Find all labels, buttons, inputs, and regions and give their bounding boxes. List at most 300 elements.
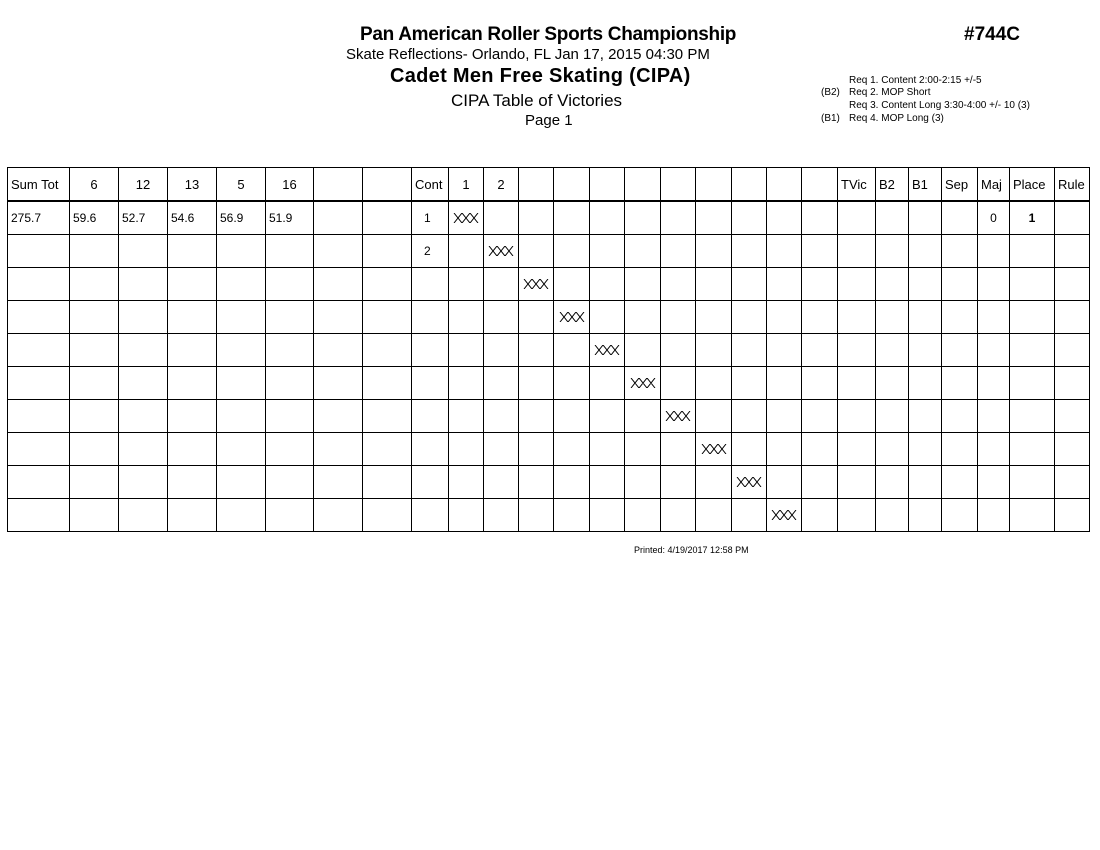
sep-cell — [942, 201, 978, 235]
b2-cell — [876, 433, 909, 466]
column-header: 2 — [484, 168, 519, 202]
judge-score-cell — [217, 499, 266, 532]
victory-cell — [484, 268, 519, 301]
sep-cell — [942, 301, 978, 334]
column-header: 16 — [266, 168, 314, 202]
judge-score-cell — [168, 367, 217, 400]
victory-cell — [732, 334, 767, 367]
victory-cell — [696, 499, 732, 532]
judge-score-cell — [314, 400, 363, 433]
victory-cell — [590, 499, 625, 532]
sum-total-cell — [8, 400, 70, 433]
column-header — [732, 168, 767, 202]
judge-score-cell — [363, 400, 412, 433]
victory-cell — [661, 268, 696, 301]
victory-cell — [802, 235, 838, 268]
maj-cell — [978, 367, 1010, 400]
place-cell — [1010, 466, 1055, 499]
rule-cell — [1055, 433, 1090, 466]
judge-score-cell — [119, 367, 168, 400]
judge-score-cell — [70, 466, 119, 499]
b1-cell — [909, 334, 942, 367]
tvic-cell — [838, 433, 876, 466]
victory-cell — [696, 301, 732, 334]
sep-cell — [942, 433, 978, 466]
sum-total-cell — [8, 433, 70, 466]
column-header — [314, 168, 363, 202]
printed-timestamp: Printed: 4/19/2017 12:58 PM — [634, 545, 749, 555]
victory-cell — [554, 400, 590, 433]
place-cell — [1010, 301, 1055, 334]
judge-score-cell — [314, 334, 363, 367]
judge-score-cell — [119, 301, 168, 334]
victory-cell — [484, 466, 519, 499]
place-cell — [1010, 499, 1055, 532]
column-header — [661, 168, 696, 202]
victory-cell — [696, 268, 732, 301]
sum-total-cell — [8, 334, 70, 367]
judge-score-cell — [217, 367, 266, 400]
b2-cell — [876, 466, 909, 499]
event-location-datetime: Skate Reflections- Orlando, FL Jan 17, 2015 04:30 PM — [346, 46, 710, 63]
judge-score-cell — [217, 268, 266, 301]
rule-cell — [1055, 367, 1090, 400]
b2-cell — [876, 235, 909, 268]
sep-cell — [942, 235, 978, 268]
judge-score-cell — [314, 235, 363, 268]
judge-score-cell — [266, 334, 314, 367]
judge-score-cell — [168, 499, 217, 532]
victory-cell — [590, 201, 625, 235]
rule-cell — [1055, 301, 1090, 334]
judge-score-cell — [217, 235, 266, 268]
judge-score-cell — [70, 334, 119, 367]
judge-score-cell — [266, 499, 314, 532]
victory-cell — [767, 268, 802, 301]
judge-score-cell — [119, 235, 168, 268]
contestant-cell — [412, 433, 449, 466]
victory-cell — [802, 367, 838, 400]
victory-cell — [554, 499, 590, 532]
column-header: Maj — [978, 168, 1010, 202]
column-header — [519, 168, 554, 202]
victory-cell — [484, 301, 519, 334]
judge-score-cell — [70, 268, 119, 301]
victory-cell — [449, 268, 484, 301]
victory-cell — [590, 334, 625, 367]
victory-cell — [554, 367, 590, 400]
maj-cell — [978, 466, 1010, 499]
sum-total-cell — [8, 235, 70, 268]
victory-cell — [449, 466, 484, 499]
contestant-cell — [412, 499, 449, 532]
judge-score-cell — [70, 367, 119, 400]
victory-cell — [590, 301, 625, 334]
b1-cell — [909, 301, 942, 334]
place-cell — [1010, 367, 1055, 400]
tvic-cell — [838, 334, 876, 367]
victory-cell — [625, 235, 661, 268]
judge-score-cell: 54.6 — [168, 201, 217, 235]
requirement-text: Req 1. Content 2:00-2:15 +/-5 — [849, 75, 982, 86]
judge-score-cell — [314, 433, 363, 466]
victory-cell — [767, 235, 802, 268]
table-row — [8, 466, 1090, 499]
place-cell — [1010, 433, 1055, 466]
victory-cell — [625, 201, 661, 235]
b1-cell — [909, 400, 942, 433]
victory-cell — [519, 235, 554, 268]
table-header-row — [8, 168, 1090, 202]
victory-cell — [661, 235, 696, 268]
victory-cell — [661, 201, 696, 235]
table-row — [8, 400, 1090, 433]
judge-score-cell — [266, 268, 314, 301]
judge-score-cell — [314, 367, 363, 400]
contestant-cell — [412, 268, 449, 301]
victory-cell — [802, 201, 838, 235]
place-cell — [1010, 268, 1055, 301]
tvic-cell — [838, 499, 876, 532]
rule-cell — [1055, 499, 1090, 532]
tvic-cell — [838, 367, 876, 400]
rule-cell — [1055, 334, 1090, 367]
victory-cell — [625, 466, 661, 499]
judge-score-cell — [363, 235, 412, 268]
judge-score-cell — [168, 400, 217, 433]
column-header: Sep — [942, 168, 978, 202]
victory-cell — [732, 433, 767, 466]
judge-score-cell — [70, 433, 119, 466]
victory-cell — [449, 334, 484, 367]
victory-cell — [802, 334, 838, 367]
victory-cell — [802, 301, 838, 334]
victory-cell — [625, 367, 661, 400]
table-name: CIPA Table of Victories — [451, 91, 623, 110]
victory-cell — [767, 334, 802, 367]
victory-cell — [696, 367, 732, 400]
judge-score-cell — [266, 367, 314, 400]
b2-cell — [876, 201, 909, 235]
sum-total-cell — [8, 301, 70, 334]
sep-cell — [942, 268, 978, 301]
tvic-cell — [838, 400, 876, 433]
judge-score-cell — [314, 301, 363, 334]
judge-score-cell — [168, 301, 217, 334]
judge-score-cell — [119, 268, 168, 301]
self-match-marker-icon — [453, 213, 479, 223]
victory-cell — [484, 235, 519, 268]
judge-score-cell: 56.9 — [217, 201, 266, 235]
victory-cell — [449, 499, 484, 532]
victory-cell — [519, 268, 554, 301]
victory-cell — [519, 499, 554, 532]
victory-cell — [449, 367, 484, 400]
table-row — [8, 235, 1090, 268]
victory-cell — [590, 433, 625, 466]
victory-cell — [661, 433, 696, 466]
judge-score-cell — [168, 433, 217, 466]
b1-cell — [909, 466, 942, 499]
contestant-cell: 1 — [412, 201, 449, 235]
judge-score-cell — [217, 334, 266, 367]
judge-score-cell — [314, 201, 363, 235]
judge-score-cell — [70, 400, 119, 433]
judge-score-cell — [363, 367, 412, 400]
contestant-cell: 2 — [412, 235, 449, 268]
victory-cell — [554, 433, 590, 466]
b1-cell — [909, 499, 942, 532]
judge-score-cell: 59.6 — [70, 201, 119, 235]
report-title: Pan American Roller Sports Championship — [360, 24, 737, 45]
place-cell — [1010, 235, 1055, 268]
contestant-cell — [412, 334, 449, 367]
judge-score-cell — [266, 400, 314, 433]
sep-cell — [942, 334, 978, 367]
contestant-cell — [412, 466, 449, 499]
maj-cell — [978, 433, 1010, 466]
b2-cell — [876, 334, 909, 367]
judge-score-cell — [363, 301, 412, 334]
b2-cell — [876, 499, 909, 532]
self-match-marker-icon — [559, 312, 585, 322]
victory-cell — [590, 466, 625, 499]
b2-cell — [876, 301, 909, 334]
requirement-badge: (B2) — [821, 87, 840, 98]
victory-cell — [590, 400, 625, 433]
victory-cell — [484, 334, 519, 367]
column-header — [696, 168, 732, 202]
sep-cell — [942, 400, 978, 433]
victory-cell — [732, 367, 767, 400]
table-row — [8, 367, 1090, 400]
contestant-cell — [412, 367, 449, 400]
judge-score-cell — [363, 433, 412, 466]
sep-cell — [942, 466, 978, 499]
judge-score-cell — [266, 235, 314, 268]
b1-cell — [909, 268, 942, 301]
victory-cell — [802, 466, 838, 499]
table-row — [8, 301, 1090, 334]
b1-cell — [909, 201, 942, 235]
victory-cell — [661, 334, 696, 367]
judge-score-cell — [119, 433, 168, 466]
self-match-marker-icon — [630, 378, 656, 388]
maj-cell — [978, 301, 1010, 334]
table-row — [8, 334, 1090, 367]
self-match-marker-icon — [736, 477, 762, 487]
victory-cell — [732, 268, 767, 301]
b2-cell — [876, 367, 909, 400]
victory-cell — [519, 466, 554, 499]
victory-cell — [802, 499, 838, 532]
column-header: 12 — [119, 168, 168, 202]
judge-score-cell: 51.9 — [266, 201, 314, 235]
requirement-badge: (B1) — [821, 113, 840, 124]
column-header — [625, 168, 661, 202]
victory-cell — [767, 433, 802, 466]
event-name: Cadet Men Free Skating (CIPA) — [390, 65, 691, 87]
victory-cell — [554, 466, 590, 499]
maj-cell: 0 — [978, 201, 1010, 235]
victory-cell — [554, 268, 590, 301]
rule-cell — [1055, 400, 1090, 433]
victory-cell — [449, 400, 484, 433]
rule-cell — [1055, 235, 1090, 268]
judge-score-cell — [314, 499, 363, 532]
victory-cell — [625, 433, 661, 466]
contestant-cell — [412, 301, 449, 334]
table-row — [8, 499, 1090, 532]
victory-cell — [519, 367, 554, 400]
self-match-marker-icon — [523, 279, 549, 289]
victory-cell — [732, 235, 767, 268]
tvic-cell — [838, 268, 876, 301]
judge-score-cell — [266, 301, 314, 334]
column-header: B2 — [876, 168, 909, 202]
victory-cell — [449, 433, 484, 466]
victory-cell — [625, 499, 661, 532]
column-header: Cont — [412, 168, 449, 202]
judge-score-cell — [363, 466, 412, 499]
judge-score-cell — [266, 466, 314, 499]
maj-cell — [978, 235, 1010, 268]
requirement-text: Req 3. Content Long 3:30-4:00 +/- 10 (3) — [849, 100, 1030, 111]
judge-score-cell — [266, 433, 314, 466]
judge-score-cell — [217, 400, 266, 433]
victory-cell — [625, 400, 661, 433]
judge-score-cell — [70, 235, 119, 268]
table-row — [8, 433, 1090, 466]
judge-score-cell — [363, 499, 412, 532]
column-header: B1 — [909, 168, 942, 202]
rule-cell — [1055, 201, 1090, 235]
column-header: Sum Tot — [8, 168, 70, 202]
victory-cell — [696, 201, 732, 235]
victory-cell — [767, 400, 802, 433]
judge-score-cell — [168, 235, 217, 268]
tvic-cell — [838, 201, 876, 235]
victory-cell — [802, 400, 838, 433]
victory-cell — [519, 433, 554, 466]
requirement-text: Req 2. MOP Short — [849, 87, 931, 98]
victory-cell — [696, 433, 732, 466]
victory-cell — [449, 301, 484, 334]
column-header — [554, 168, 590, 202]
victory-cell — [696, 334, 732, 367]
sep-cell — [942, 499, 978, 532]
place-cell: 1 — [1010, 201, 1055, 235]
column-header — [363, 168, 412, 202]
victory-cell — [449, 235, 484, 268]
judge-score-cell — [119, 400, 168, 433]
victory-cell — [732, 301, 767, 334]
column-header: Rule — [1055, 168, 1090, 202]
victory-cell — [449, 201, 484, 235]
sep-cell — [942, 367, 978, 400]
tvic-cell — [838, 235, 876, 268]
column-header: 1 — [449, 168, 484, 202]
sum-total-cell — [8, 367, 70, 400]
victory-cell — [590, 367, 625, 400]
victory-cell — [732, 201, 767, 235]
self-match-marker-icon — [665, 411, 691, 421]
victory-cell — [625, 334, 661, 367]
event-id: #744C — [964, 24, 1020, 45]
victory-cell — [484, 400, 519, 433]
victory-cell — [767, 499, 802, 532]
b1-cell — [909, 367, 942, 400]
judge-score-cell — [363, 268, 412, 301]
b1-cell — [909, 235, 942, 268]
place-cell — [1010, 334, 1055, 367]
self-match-marker-icon — [488, 246, 514, 256]
victory-cell — [732, 499, 767, 532]
requirement-text: Req 4. MOP Long (3) — [849, 113, 944, 124]
victory-cell — [767, 367, 802, 400]
judge-score-cell — [119, 334, 168, 367]
victory-cell — [590, 268, 625, 301]
judge-score-cell — [70, 301, 119, 334]
victory-cell — [661, 301, 696, 334]
victory-cell — [767, 201, 802, 235]
victory-cell — [661, 400, 696, 433]
tvic-cell — [838, 466, 876, 499]
column-header: 13 — [168, 168, 217, 202]
victory-cell — [696, 235, 732, 268]
victory-cell — [767, 466, 802, 499]
victory-cell — [519, 301, 554, 334]
victory-cell — [802, 433, 838, 466]
b1-cell — [909, 433, 942, 466]
judge-score-cell — [314, 466, 363, 499]
judge-score-cell — [314, 268, 363, 301]
victory-cell — [519, 201, 554, 235]
rule-cell — [1055, 466, 1090, 499]
maj-cell — [978, 400, 1010, 433]
judge-score-cell — [168, 466, 217, 499]
victory-cell — [696, 466, 732, 499]
victory-cell — [554, 201, 590, 235]
victory-cell — [661, 499, 696, 532]
sum-total-cell — [8, 268, 70, 301]
table-row — [8, 268, 1090, 301]
column-header: TVic — [838, 168, 876, 202]
self-match-marker-icon — [594, 345, 620, 355]
judge-score-cell — [119, 499, 168, 532]
tvic-cell — [838, 301, 876, 334]
judge-score-cell — [119, 466, 168, 499]
b2-cell — [876, 268, 909, 301]
b2-cell — [876, 400, 909, 433]
victory-cell — [732, 400, 767, 433]
judge-score-cell — [168, 268, 217, 301]
victory-cell — [484, 499, 519, 532]
page-number: Page 1 — [525, 112, 573, 129]
judge-score-cell — [217, 433, 266, 466]
victory-cell — [554, 334, 590, 367]
column-header: 5 — [217, 168, 266, 202]
column-header — [590, 168, 625, 202]
victory-cell — [625, 268, 661, 301]
column-header — [767, 168, 802, 202]
place-cell — [1010, 400, 1055, 433]
column-header — [802, 168, 838, 202]
victory-cell — [484, 367, 519, 400]
sum-total-cell: 275.7 — [8, 201, 70, 235]
victory-cell — [484, 201, 519, 235]
column-header: Place — [1010, 168, 1055, 202]
